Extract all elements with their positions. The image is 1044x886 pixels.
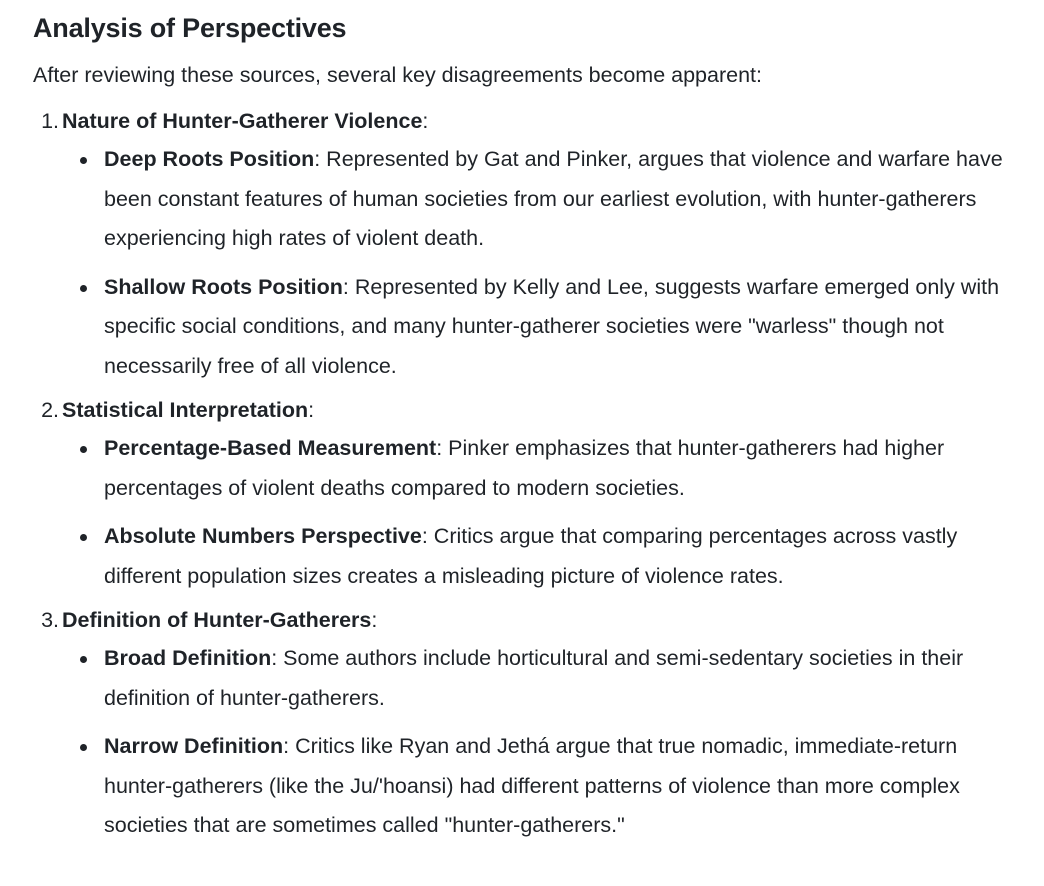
intro-paragraph: After reviewing these sources, several key disagreements become apparent:: [33, 63, 762, 87]
bullet-dot-icon: [80, 157, 87, 164]
bullet-item: [104, 140, 1024, 259]
bullet-item: [104, 517, 1024, 596]
subpoint-text: : Represented by Gat and Pinker, argues that violence and warfare have been constant features of human societies from our earliest evolution, with hunter-gatherers experiencing high rates of violent death.: [104, 147, 1003, 250]
subpoint-text: : Some authors include horticultural and semi-sedentary societies in their definition of hunter-gatherers.: [104, 646, 964, 710]
subpoint-title: Broad Definition: [104, 646, 272, 670]
list-item: [41, 605, 1024, 846]
bullet-dot-icon: [80, 285, 87, 292]
list-number: 3.: [41, 608, 59, 632]
point-colon: :: [371, 608, 378, 632]
subpoint-title: Narrow Definition: [104, 734, 284, 758]
bullet-dot-icon: [80, 656, 87, 663]
point-colon: :: [308, 398, 315, 422]
point-title: Definition of Hunter-Gatherers: [62, 608, 372, 632]
bullet-item: [104, 429, 1024, 508]
bullet-list: [62, 639, 1024, 846]
point-title: Statistical Interpretation: [62, 398, 309, 422]
subpoint-text: : Critics argue that comparing percentages across vastly different population sizes creates a misleading picture of violence rates.: [104, 524, 958, 588]
subpoint-title: Deep Roots Position: [104, 147, 315, 171]
subpoint-text: : Pinker emphasizes that hunter-gatherers had higher percentages of violent deaths compared to modern societies.: [104, 436, 945, 500]
subpoint-text: : Critics like Ryan and Jethá argue that true nomadic, immediate-return hunter-gatherers (like the Ju/'hoansi) had different patterns of violence than more complex societies that are sometimes called "hunter-gatherers.": [104, 734, 960, 837]
list-number: 2.: [41, 398, 59, 422]
point-title: Nature of Hunter-Gatherer Violence: [62, 109, 423, 133]
subpoint-title: Percentage-Based Measurement: [104, 436, 437, 460]
bullet-dot-icon: [80, 744, 87, 751]
section-heading: Analysis of Perspectives: [33, 13, 347, 43]
list-item: [41, 106, 1024, 386]
bullet-item: [104, 268, 1024, 387]
bullet-dot-icon: [80, 534, 87, 541]
list-number: 1.: [41, 109, 59, 133]
subpoint-title: Shallow Roots Position: [104, 274, 343, 299]
bullet-list: [62, 140, 1024, 386]
bullet-item: [104, 639, 1024, 718]
list-item: [41, 395, 1024, 596]
bullet-item: [104, 727, 1024, 846]
bullet-list: [62, 429, 1024, 596]
subpoint-title: Absolute Numbers Perspective: [104, 524, 422, 548]
point-colon: :: [422, 109, 429, 133]
bullet-dot-icon: [80, 446, 87, 453]
numbered-list: [33, 106, 1024, 846]
subpoint-text: : Represented by Kelly and Lee, suggests warfare emerged only with specific social conditions, and many hunter-gatherer societies were "warless" though not necessarily free of all violence.: [104, 274, 1000, 378]
